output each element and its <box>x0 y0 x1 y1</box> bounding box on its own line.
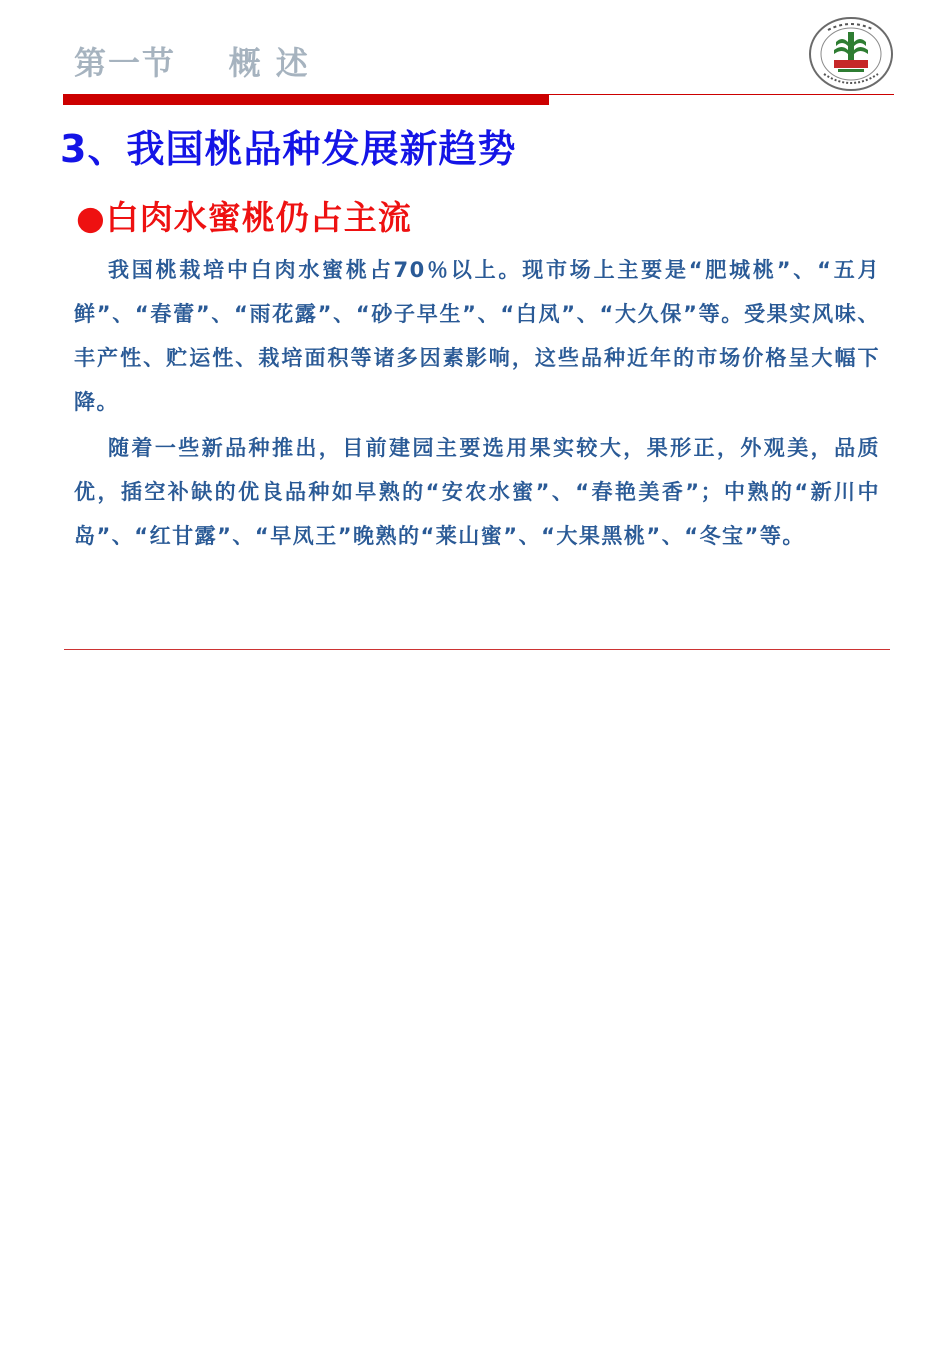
paragraph-1: 我国桃栽培中白肉水蜜桃占70％以上。现市场上主要是“肥城桃”、“五月鲜”、“春蕾”、“雨花露”、“砂子早生”、“白凤”、“大久保”等。受果实风味、丰产性、贮运性、栽培面积等诸多因素影响，这些品种近年的市场价格呈大幅下降。 <box>74 258 880 414</box>
header-rule-thin <box>549 94 894 95</box>
paragraph-2: 随着一些新品种推出，目前建园主要选用果实较大，果形正，外观美，品质优，插空补缺的优良品种如早熟的“安农水蜜”、“春艳美香”；中熟的“新川中岛”、“红甘露”、“早凤王”晚熟的“莱山蜜”、“大果黑桃”、“冬宝”等。 <box>74 436 880 548</box>
section-title: 3、我国桃品种发展新趋势 <box>60 127 517 171</box>
subheading <box>76 192 412 239</box>
header-rule-thick <box>63 94 549 105</box>
bottom-rule <box>64 649 890 650</box>
subheading-text: 白肉水蜜桃仍占主流 <box>105 198 412 237</box>
university-seal-icon <box>808 16 894 92</box>
header-title: 第一节 概 述 <box>74 44 310 82</box>
bullet-icon: ● <box>76 198 106 237</box>
